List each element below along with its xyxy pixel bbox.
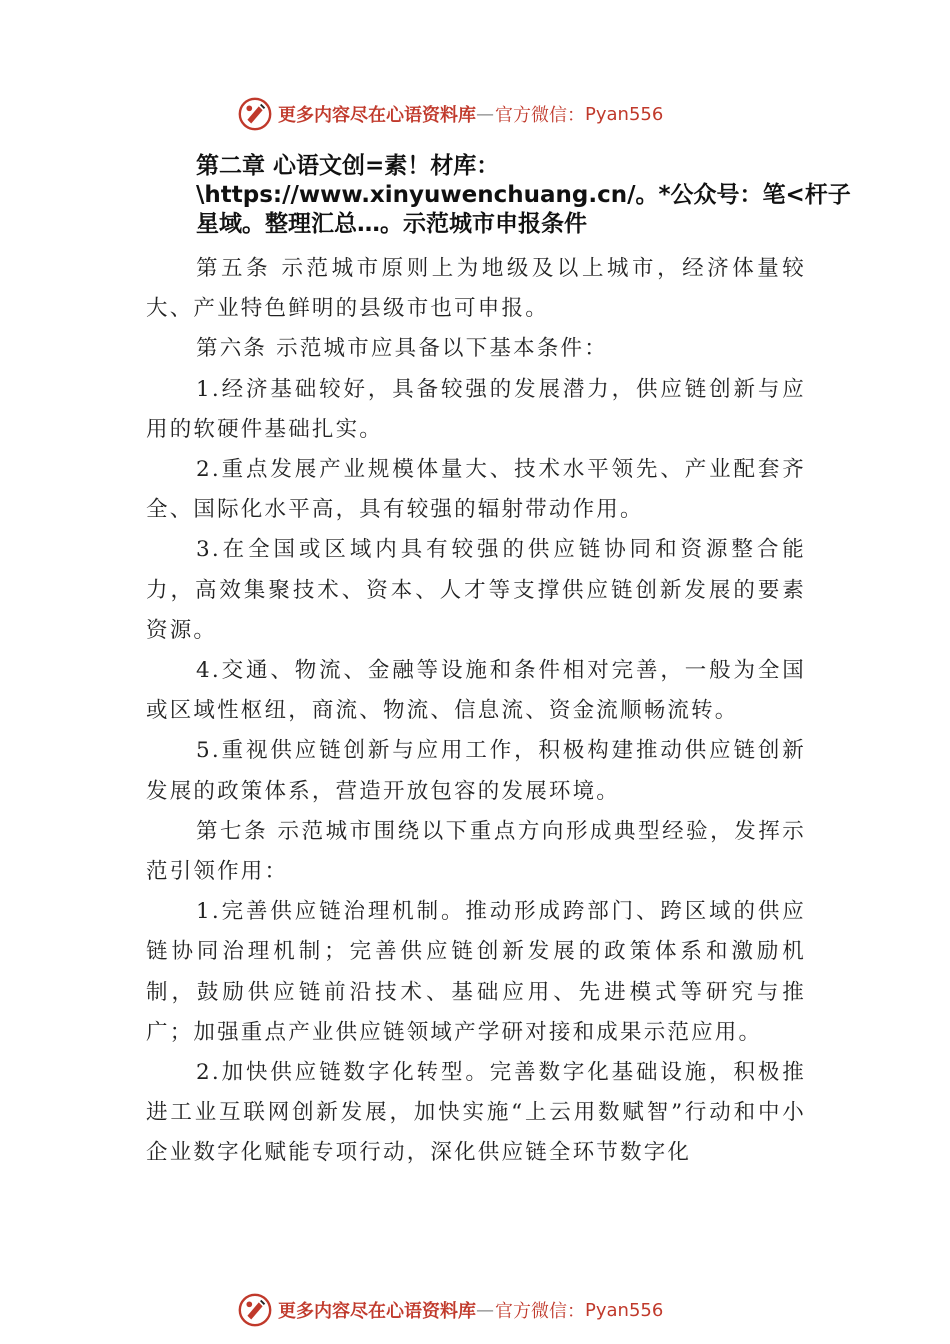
- watermark-separator: —: [476, 1299, 495, 1321]
- heading-line-1: 第二章 心语文创=素！材库：: [196, 153, 500, 179]
- watermark-wechat-label: 官方微信：: [495, 1301, 585, 1322]
- paragraph: 3.在全国或区域内具有较强的供应链协同和资源整合能力，高效集聚技术、资本、人才等支撑供应链创新发展的要素资源。: [146, 537, 806, 643]
- paragraph: 第五条 示范城市原则上为地级及以上城市，经济体量较大、产业特色鲜明的县级市也可申报。: [146, 256, 806, 322]
- document-body: [146, 249, 806, 1174]
- paragraph: 1.完善供应链治理机制。推动形成跨部门、跨区域的供应链协同治理机制；完善供应链创新发展的政策体系和激励机制，鼓励供应链前沿技术、基础应用、先进模式等研究与推广；加强重点产业供应链领域产学研对接和成果示范应用。: [146, 899, 806, 1045]
- watermark-wechat-id: Pyan556: [585, 103, 664, 125]
- paragraph: 4.交通、物流、金融等设施和条件相对完善，一般为全国或区域性枢纽，商流、物流、信息流、资金流顺畅流转。: [146, 658, 806, 724]
- paragraph: 2.加快供应链数字化转型。完善数字化基础设施，积极推进工业互联网创新发展，加快实施“上云用数赋智”行动和中小企业数字化赋能专项行动，深化供应链全环节数字化: [146, 1060, 806, 1166]
- watermark-separator: —: [476, 103, 495, 125]
- watermark-banner-bottom: [236, 1290, 663, 1330]
- heading-line-2: \https://www.xinyuwenchuang.cn/。*公众号：笔<杆子: [196, 182, 851, 208]
- brand-logo-icon: [236, 95, 274, 133]
- paragraph: 1.经济基础较好，具备较强的发展潜力，供应链创新与应用的软硬件基础扎实。: [146, 376, 806, 442]
- watermark-wechat-label: 官方微信：: [495, 105, 585, 126]
- watermark-wechat-id: Pyan556: [585, 1299, 664, 1321]
- watermark-brand: 更多内容尽在心语资料库: [278, 1301, 476, 1322]
- heading-line-3: 星域。整理汇总…。示范城市申报条件: [196, 211, 587, 237]
- paragraph: 第七条 示范城市围绕以下重点方向形成典型经验，发挥示范引领作用：: [146, 818, 806, 885]
- watermark-brand: 更多内容尽在心语资料库: [278, 105, 476, 126]
- watermark-banner-top: [236, 94, 663, 134]
- paragraph: 2.重点发展产业规模体量大、技术水平领先、产业配套齐全、国际化水平高，具有较强的辐射带动作用。: [146, 457, 806, 523]
- brand-logo-icon: [236, 1291, 274, 1329]
- paragraph: 第六条 示范城市应具备以下基本条件：: [196, 336, 608, 362]
- chapter-heading: [196, 152, 851, 239]
- paragraph: 5.重视供应链创新与应用工作，积极构建推动供应链创新发展的政策体系，营造开放包容的发展环境。: [146, 738, 806, 804]
